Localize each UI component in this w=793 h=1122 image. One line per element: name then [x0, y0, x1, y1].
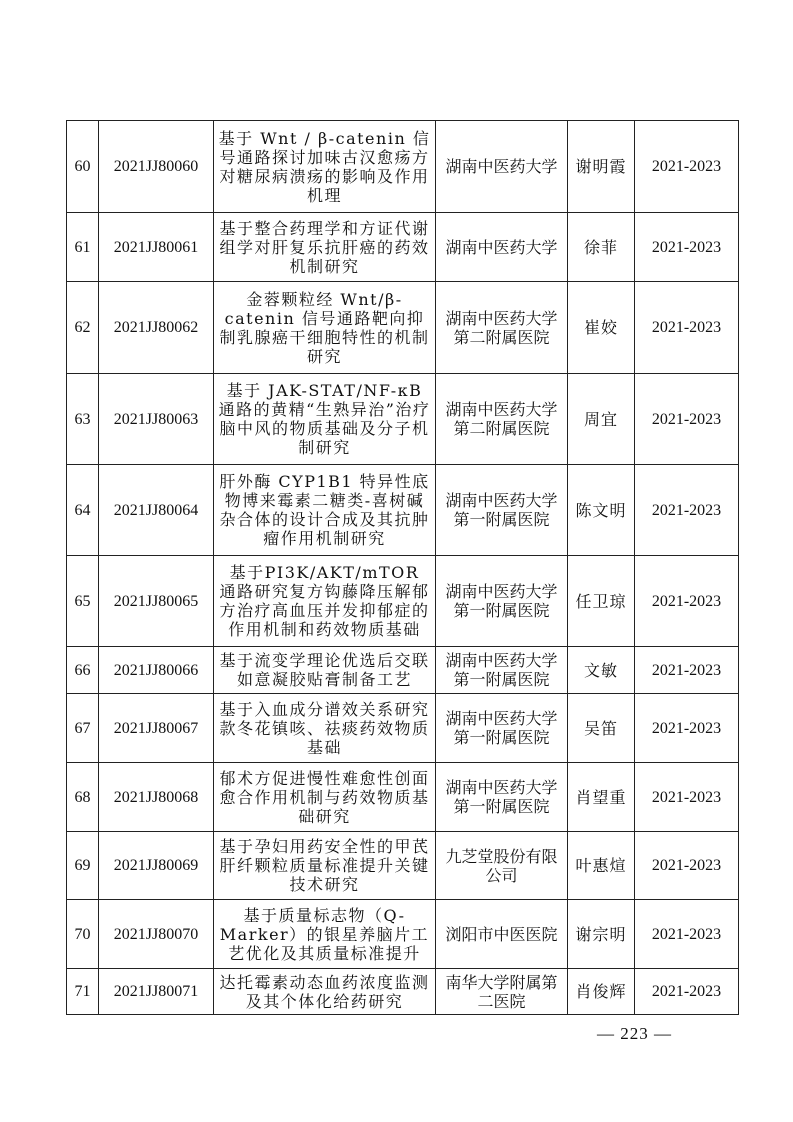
project-leader: 肖俊辉 — [568, 969, 635, 1015]
table-row — [67, 213, 739, 282]
project-title: 基于质量标志物（Q-Marker）的银星养脑片工艺优化及其质量标准提升 — [214, 900, 436, 969]
project-title: 肝外酶 CYP1B1 特异性底物博来霉素二糖类-喜树碱杂合体的设计合成及其抗肿瘤作用机制研究 — [214, 465, 436, 556]
project-table — [66, 120, 739, 1015]
project-leader: 谢明霞 — [568, 121, 635, 213]
project-code: 2021JJ80061 — [99, 213, 214, 282]
project-period: 2021-2023 — [635, 121, 739, 213]
row-number: 70 — [67, 900, 99, 969]
project-code: 2021JJ80070 — [99, 900, 214, 969]
project-leader: 吴笛 — [568, 694, 635, 763]
project-code: 2021JJ80065 — [99, 556, 214, 647]
project-period: 2021-2023 — [635, 647, 739, 694]
project-period: 2021-2023 — [635, 694, 739, 763]
row-number: 65 — [67, 556, 99, 647]
project-code: 2021JJ80068 — [99, 763, 214, 832]
project-title: 郁术方促进慢性难愈性创面愈合作用机制与药效物质基础研究 — [214, 763, 436, 832]
host-unit: 浏阳市中医医院 — [436, 900, 568, 969]
row-number: 71 — [67, 969, 99, 1015]
host-unit: 湖南中医药大学 — [436, 121, 568, 213]
project-code: 2021JJ80067 — [99, 694, 214, 763]
project-title: 基于 JAK-STAT/NF-κB 通路的黄精“生熟异治”治疗脑中风的物质基础及分子机制研究 — [214, 374, 436, 465]
page-number: — 223 — — [597, 1024, 672, 1043]
project-code: 2021JJ80069 — [99, 832, 214, 900]
table-row — [67, 374, 739, 465]
row-number: 63 — [67, 374, 99, 465]
table-row — [67, 556, 739, 647]
project-period: 2021-2023 — [635, 374, 739, 465]
host-unit: 湖南中医药大学第一附属医院 — [436, 763, 568, 832]
project-leader: 崔姣 — [568, 282, 635, 374]
project-leader: 任卫琼 — [568, 556, 635, 647]
host-unit: 九芝堂股份有限公司 — [436, 832, 568, 900]
project-leader: 肖望重 — [568, 763, 635, 832]
project-leader: 陈文明 — [568, 465, 635, 556]
table-row — [67, 121, 739, 213]
table-row — [67, 647, 739, 694]
host-unit: 南华大学附属第二医院 — [436, 969, 568, 1015]
project-code: 2021JJ80064 — [99, 465, 214, 556]
host-unit: 湖南中医药大学第一附属医院 — [436, 647, 568, 694]
host-unit: 湖南中医药大学第二附属医院 — [436, 374, 568, 465]
project-period: 2021-2023 — [635, 832, 739, 900]
project-title: 基于 Wnt / β-catenin 信号通路探讨加味古汉愈疡方对糖尿病溃疡的影响及作用机理 — [214, 121, 436, 213]
project-title: 基于PI3K/AKT/mTOR 通路研究复方钩藤降压解郁方治疗高血压并发抑郁症的作用机制和药效物质基础 — [214, 556, 436, 647]
project-code: 2021JJ80071 — [99, 969, 214, 1015]
project-leader: 徐菲 — [568, 213, 635, 282]
host-unit: 湖南中医药大学 — [436, 213, 568, 282]
row-number: 60 — [67, 121, 99, 213]
project-leader: 叶惠煊 — [568, 832, 635, 900]
table-row — [67, 900, 739, 969]
table-row — [67, 694, 739, 763]
table-row — [67, 282, 739, 374]
row-number: 62 — [67, 282, 99, 374]
project-title: 基于整合药理学和方证代谢组学对肝复乐抗肝癌的药效机制研究 — [214, 213, 436, 282]
project-title: 基于入血成分谱效关系研究款冬花镇咳、祛痰药效物质基础 — [214, 694, 436, 763]
table-row — [67, 969, 739, 1015]
table-row — [67, 465, 739, 556]
row-number: 66 — [67, 647, 99, 694]
row-number: 67 — [67, 694, 99, 763]
project-leader: 谢宗明 — [568, 900, 635, 969]
project-code: 2021JJ80063 — [99, 374, 214, 465]
project-period: 2021-2023 — [635, 213, 739, 282]
host-unit: 湖南中医药大学第二附属医院 — [436, 282, 568, 374]
host-unit: 湖南中医药大学第一附属医院 — [436, 465, 568, 556]
project-period: 2021-2023 — [635, 969, 739, 1015]
table-row — [67, 832, 739, 900]
project-code: 2021JJ80060 — [99, 121, 214, 213]
row-number: 61 — [67, 213, 99, 282]
project-period: 2021-2023 — [635, 763, 739, 832]
row-number: 69 — [67, 832, 99, 900]
project-period: 2021-2023 — [635, 282, 739, 374]
project-code: 2021JJ80066 — [99, 647, 214, 694]
project-leader: 周宜 — [568, 374, 635, 465]
project-period: 2021-2023 — [635, 556, 739, 647]
project-leader: 文敏 — [568, 647, 635, 694]
host-unit: 湖南中医药大学第一附属医院 — [436, 694, 568, 763]
project-title: 金蓉颗粒经 Wnt/β-catenin 信号通路靶向抑制乳腺癌干细胞特性的机制研究 — [214, 282, 436, 374]
project-period: 2021-2023 — [635, 900, 739, 969]
project-title: 达托霉素动态血药浓度监测及其个体化给药研究 — [214, 969, 436, 1015]
row-number: 68 — [67, 763, 99, 832]
table-row — [67, 763, 739, 832]
project-title: 基于流变学理论优选后交联如意凝胶贴膏制备工艺 — [214, 647, 436, 694]
project-code: 2021JJ80062 — [99, 282, 214, 374]
host-unit: 湖南中医药大学第一附属医院 — [436, 556, 568, 647]
project-period: 2021-2023 — [635, 465, 739, 556]
project-title: 基于孕妇用药安全性的甲芪肝纤颗粒质量标准提升关键技术研究 — [214, 832, 436, 900]
row-number: 64 — [67, 465, 99, 556]
